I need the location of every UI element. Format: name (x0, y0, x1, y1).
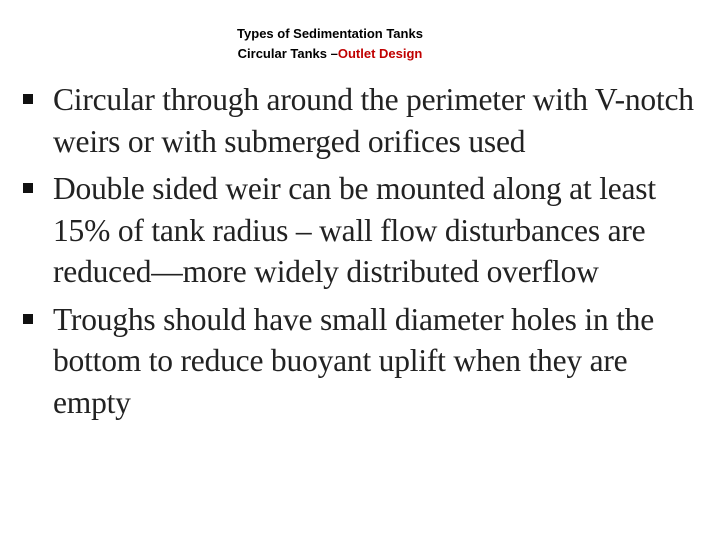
square-bullet-icon (23, 314, 33, 324)
square-bullet-icon (23, 183, 33, 193)
bullet-list (0, 79, 720, 429)
bullet-text-2: Double sided weir can be mounted along at least 15% of tank radius – wall flow disturbances are reduced—more widely distributed overflow (53, 171, 656, 289)
bullet-text-1: Circular through around the perimeter with V-notch weirs or with submerged orifices used (53, 82, 694, 159)
bullet-text-3: Troughs should have small diameter holes in the bottom to reduce buoyant uplift when they are empty (53, 301, 654, 420)
slide-title (180, 24, 480, 64)
title-highlight: Outlet Design (337, 46, 423, 61)
title-line-2 (180, 44, 480, 64)
bullet-item-2 (0, 168, 720, 293)
title-line-2-prefix: Circular Tanks – (237, 46, 338, 61)
bullet-item-3 (0, 299, 720, 424)
square-bullet-icon (23, 94, 33, 104)
bullet-item-1 (0, 79, 720, 162)
title-line-1: Types of Sedimentation Tanks (237, 26, 423, 41)
